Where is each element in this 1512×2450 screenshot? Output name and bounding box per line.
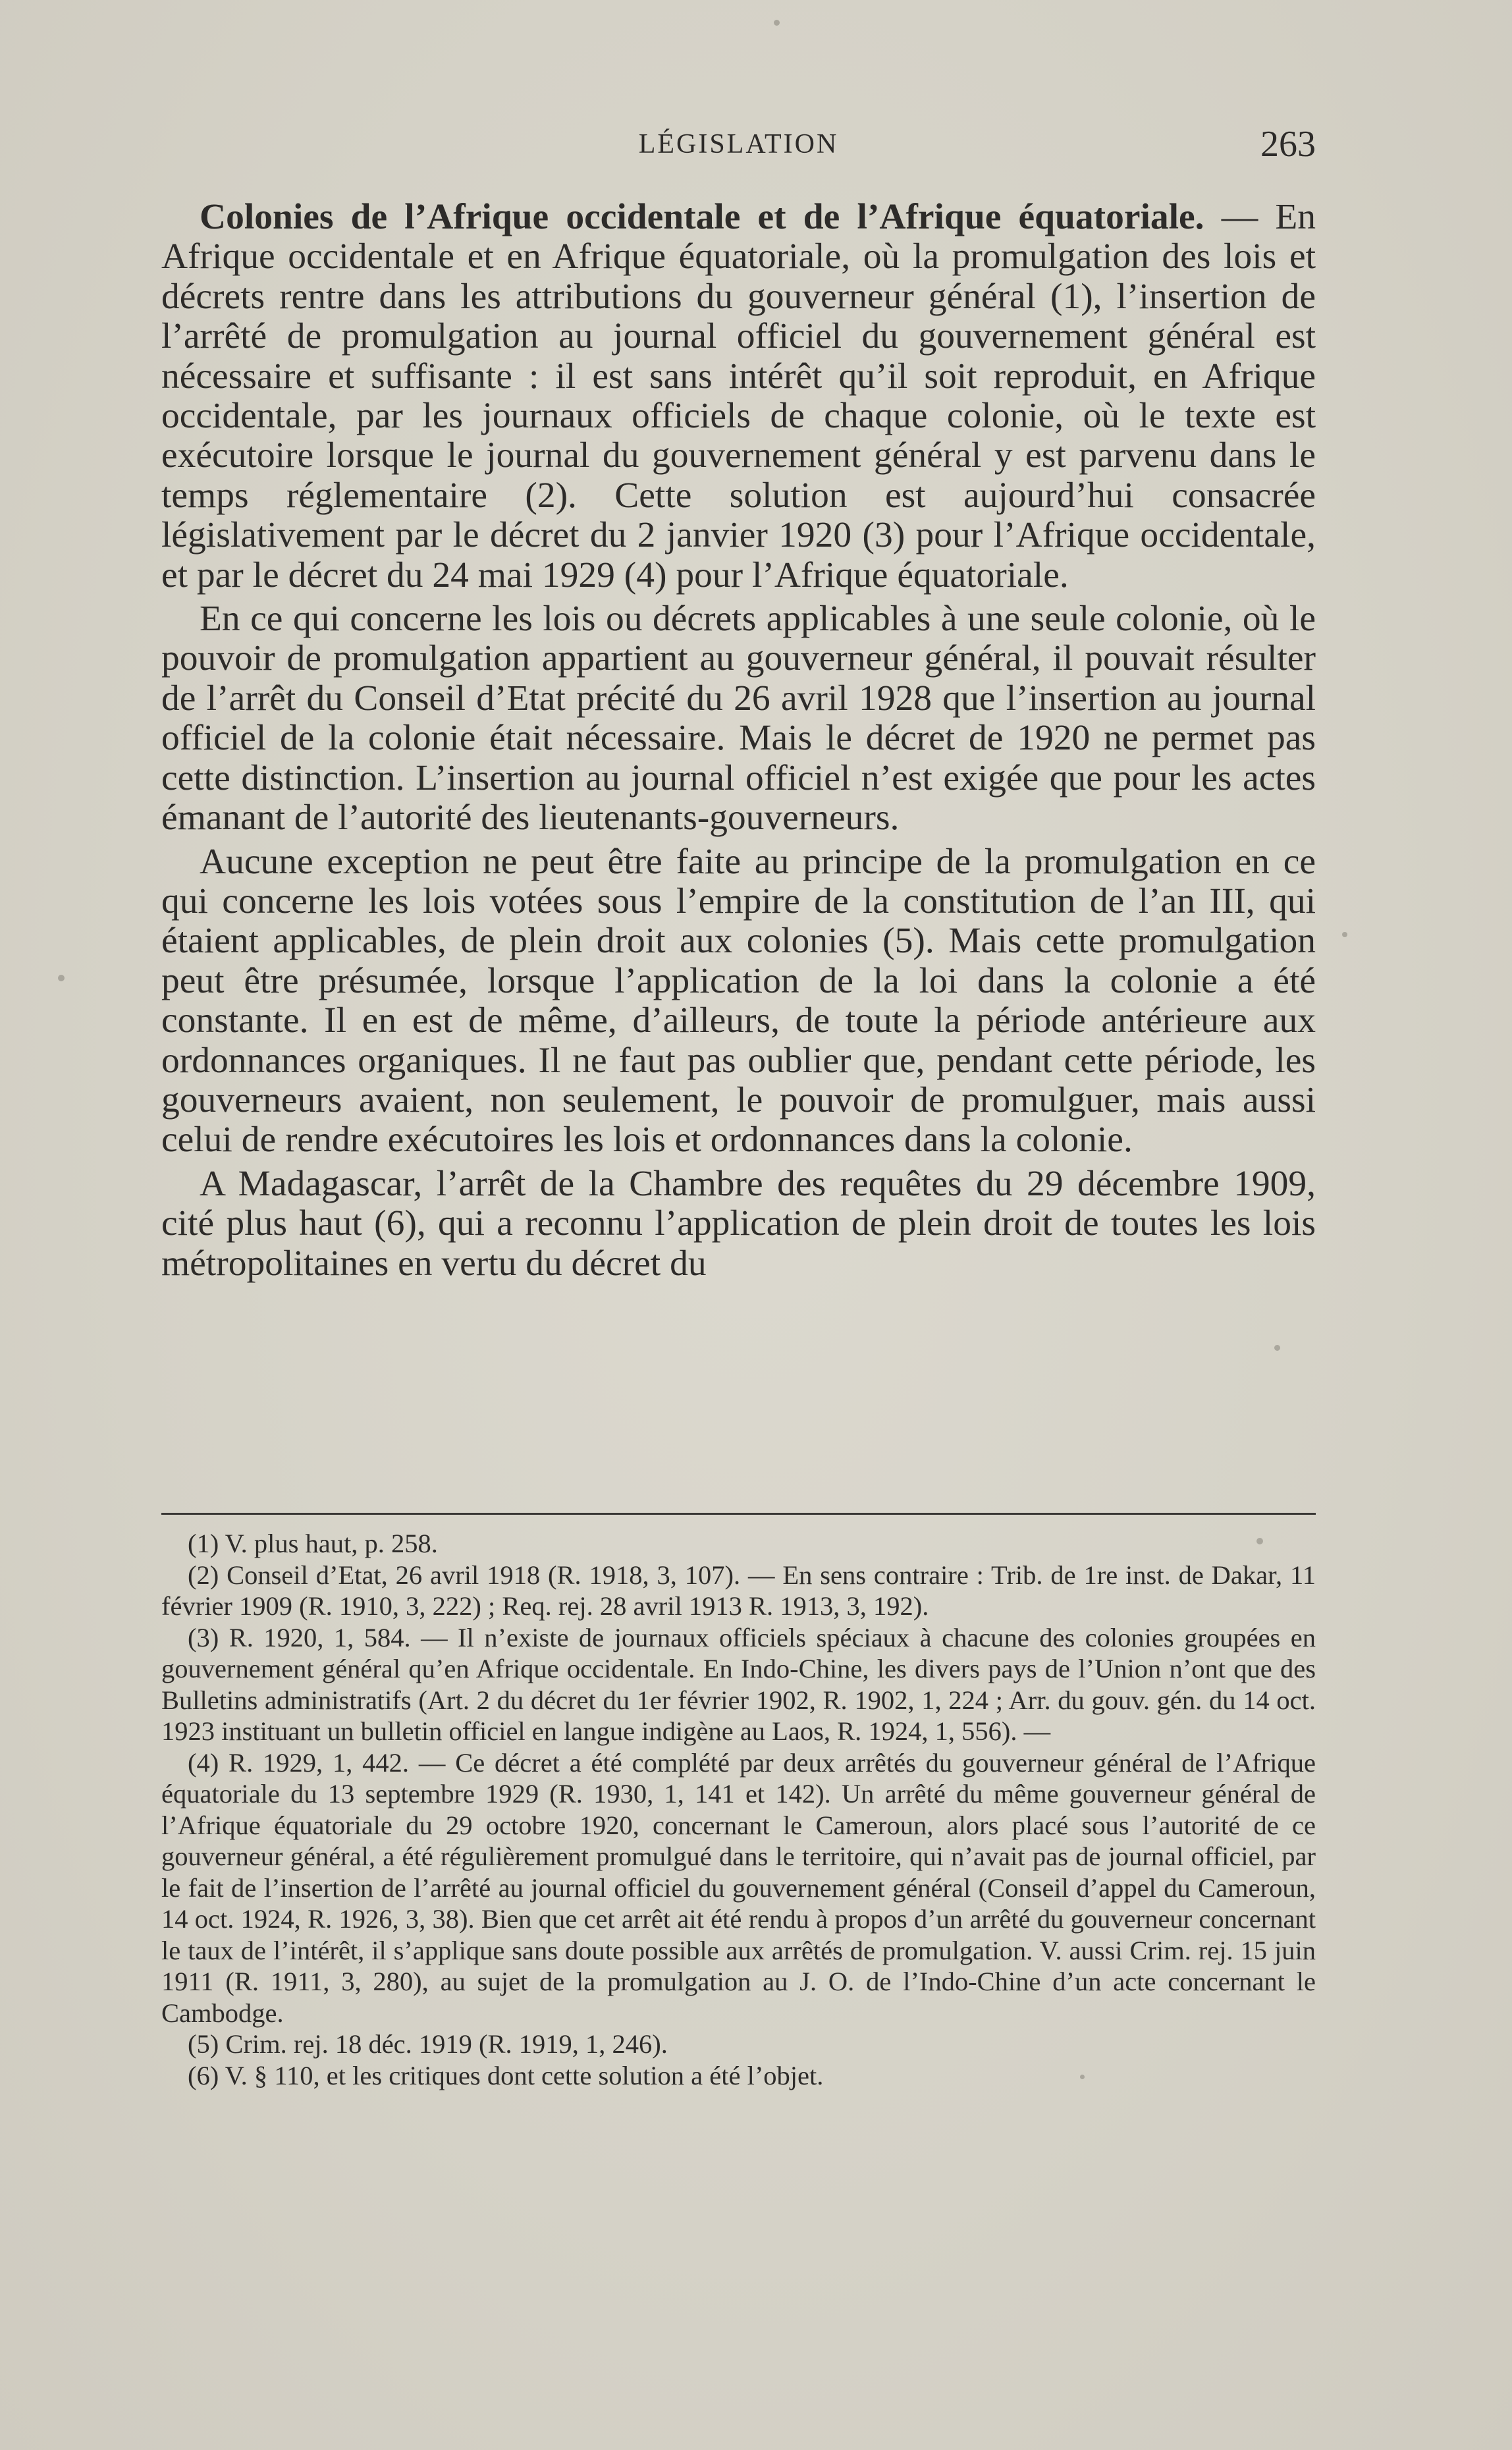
paragraph-1-text: — En Afrique occidentale et en Afrique équatoriale, où la promulgation des lois et décrets rentre dans les attributions du gouverneur général (1), l’insertion de l’arrêté de promulgation au journal officiel du gouvernement général est nécessaire et suffisante : il est sans intérêt qu’il soit reproduit, en Afrique occidentale, par les journaux officiels de chaque colonie, où le texte est exécutoire lorsque le journal du gouvernement général y est parvenu dans le temps réglementaire (2). Cette solution est aujourd’hui consacrée législativement par le décret du 2 janvier 1920 (3) pour l’Afrique occidentale, et par le décret du 24 mai 1929 (4) pour l’Afrique équatoriale. xyxy=(161,197,1316,595)
paper-speck xyxy=(58,975,65,981)
footnote-5: (5) Crim. rej. 18 déc. 1919 (R. 1919, 1, 246). xyxy=(188,2029,668,2059)
footnotes xyxy=(161,1528,1316,2091)
footnote-divider xyxy=(161,1513,1316,1515)
page-number: 263 xyxy=(1260,124,1316,165)
section-heading: Colonies de l’Afrique occidentale et de l’Afrique équatoriale. xyxy=(200,197,1204,237)
paper-speck xyxy=(1256,1538,1263,1544)
footnote-6: (6) V. § 110, et les critiques dont cette solution a été l’objet. xyxy=(188,2060,824,2090)
paragraph-1 xyxy=(161,198,1316,595)
paper-speck xyxy=(774,20,780,26)
footnote-4: (4) R. 1929, 1, 442. — Ce décret a été complété par deux arrêtés du gouverneur général de l’Afrique équatoriale du 13 septembre 1929 (R. 1930, 1, 141 et 142). Un arrêté du même gouverneur général de l’Afrique équatoriale du 29 octobre 1920, concernant le Cameroun, alors placé sous l’autorité de ce gouverneur général, a été régulièrement promulgué dans le territoire, qui n’avait pas de journal officiel, par le fait de l’insertion de l’arrêté au journal officiel du gouvernement général (Conseil d’appel du Cameroun, 14 oct. 1924, R. 1926, 3, 38). Bien que cet arrêt ait été rendu à propos d’un arrêté du gouverneur concernant le taux de l’intérêt, il s’applique sans doute possible aux arrêtés de promulgation. V. aussi Crim. rej. 15 juin 1911 (R. 1911, 3, 280), au sujet de la promulgation au J. O. de l’Indo-Chine d’un acte concernant le Cambodge. xyxy=(161,1747,1316,2028)
paragraph-3: Aucune exception ne peut être faite au principe de la promulgation en ce qui concerne les lois votées sous l’empire de la constitution de l’an III, qui étaient applicables, de plein droit aux colonies (5). Mais cette promulgation peut être présumée, lorsque l’application de la loi dans la colonie a été constante. Il en est de même, d’ailleurs, de toute la période antérieure aux ordonnances organiques. Il ne faut pas oublier que, pendant cette période, les gouverneurs avaient, non seulement, le pouvoir de promulguer, mais aussi celui de rendre exécutoires les lois et ordonnances dans la colonie. xyxy=(161,841,1316,1160)
paper-speck xyxy=(1274,1345,1280,1351)
paragraph-4: A Madagascar, l’arrêt de la Chambre des requêtes du 29 décembre 1909, cité plus haut (6), qui a reconnu l’application de plein droit de toutes les lois métropolitaines en vertu du décret du xyxy=(161,1163,1316,1284)
footnote-2: (2) Conseil d’Etat, 26 avril 1918 (R. 1918, 3, 107). — En sens contraire : Trib. de 1re inst. de Dakar, 11 février 1909 (R. 1910, 3, 222) ; Req. rej. 28 avril 1913 R. 1913, 3, 192). xyxy=(161,1560,1316,1621)
main-text xyxy=(161,198,1316,1288)
running-title: LÉGISLATION xyxy=(638,129,839,159)
footnote-1: (1) V. plus haut, p. 258. xyxy=(188,1529,438,1558)
paper-speck xyxy=(1342,932,1347,937)
footnote-3: (3) R. 1920, 1, 584. — Il n’existe de journaux officiels spéciaux à chacune des colonies groupées en gouvernement général qu’en Afrique occidentale. En Indo-Chine, les divers pays de l’Union n’ont que des Bulletins administratifs (Art. 2 du décret du 1er février 1902, R. 1902, 1, 224 ; Arr. du gouv. gén. du 14 oct. 1923 instituant un bulletin officiel en langue indigène au Laos, R. 1924, 1, 556). — xyxy=(161,1622,1316,1746)
paper-speck xyxy=(1080,2075,1085,2079)
page-header xyxy=(161,124,1316,175)
paragraph-2: En ce qui concerne les lois ou décrets applicables à une seule colonie, où le pouvoir de promulgation appartient au gouverneur général, il pouvait résulter de l’arrêt du Conseil d’Etat précité du 26 avril 1928 que l’insertion au journal officiel de la colonie était nécessaire. Mais le décret de 1920 ne permet pas cette distinction. L’insertion au journal officiel n’est exigée que pour les actes émanant de l’autorité des lieutenants-gouverneurs. xyxy=(161,599,1316,838)
